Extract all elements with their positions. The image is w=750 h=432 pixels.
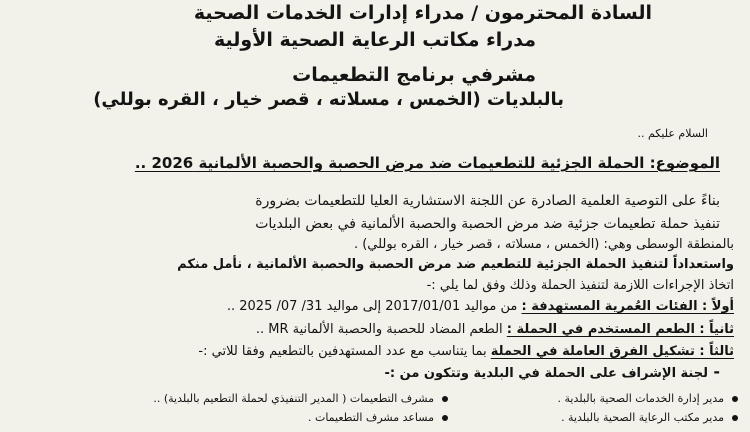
committee-heading: لجنة الإشراف على الحملة في البلدية وتتكون من :- <box>384 366 708 381</box>
item-first-text: من مواليد 2017/01/01 إلى مواليد 31/ 07/ 2025 .. <box>226 299 518 314</box>
subject-line: الموضوع: الحملة الجزئية للتطعيمات ضد مرض الحصبة والحصبة الألمانية 2026 .. <box>134 154 720 172</box>
member-right-1: مدير إدارة الخدمات الصحية بالبلدية . <box>558 392 738 405</box>
item-second-label: ثانياً : الطعم المستخدم في الحملة : <box>506 322 734 337</box>
item-third-label: ثالثاً : تشكيل الفرق العاملة في الحملة <box>490 344 734 359</box>
bullet-dot-icon <box>442 396 448 402</box>
body-paragraph-line-5: اتخاذ الإجراءات اللازمة لتنفيذ الحملة وذلك وفق لما يلي :- <box>426 278 734 293</box>
bullet-dot-icon <box>732 415 738 421</box>
body-paragraph-line-4: واستعداداً لتنفيذ الحملة الجزئية للتطعيم ضد مرض الحصبة والحصبة الألمانية ، نأمل منكم <box>177 257 734 272</box>
committee-dash: - <box>713 362 720 381</box>
item-first <box>227 299 734 314</box>
greeting: السلام عليكم .. <box>637 127 708 140</box>
addressee-line-1: السادة المحترمون / مدراء إدارات الخدمات الصحية <box>193 2 652 24</box>
item-first-label: أولاً : الفئات العُمرية المستهدفة : <box>521 299 734 314</box>
item-second <box>256 322 734 337</box>
body-paragraph-line-3: بالمنطقة الوسطى وهي: (الخمس ، مسلاته ، قصر خيار ، القره بوللي) . <box>353 237 734 252</box>
addressee-line-2: مدراء مكاتب الرعاية الصحية الأولية <box>213 29 536 51</box>
bullet-dot-icon <box>442 415 448 421</box>
bullet-dot-icon <box>732 396 738 402</box>
member-right-2: مدير مكتب الرعاية الصحية بالبلدية . <box>561 411 738 424</box>
addressee-line-4: بالبلديات (الخمس ، مسلاته ، قصر خيار ، القره بوللي) <box>93 89 564 110</box>
member-left-2: مساعد مشرف التطعيمات . <box>308 411 448 424</box>
item-third-text: بما يتناسب مع عدد المستهدفين بالتطعيم وفقا للاتي :- <box>198 344 487 359</box>
member-left-1: مشرف التطعيمات ( المدير التنفيذي لحملة التطعيم بالبلدية) .. <box>153 392 448 405</box>
body-paragraph-line-2: تنفيذ حملة تطعيمات جزئية ضد مرض الحصبة والحصبة الألمانية في بعض البلديات <box>255 216 720 232</box>
item-third <box>198 344 734 359</box>
body-paragraph-line-1: بناءً على التوصية العلمية الصادرة عن اللجنة الاستشارية العليا للتطعيمات بضرورة <box>255 193 720 209</box>
addressee-line-3: مشرفي برنامج التطعيمات <box>292 64 536 86</box>
item-second-text: الطعم المضاد للحصبة والحصبة الألمانية MR .. <box>255 322 503 337</box>
